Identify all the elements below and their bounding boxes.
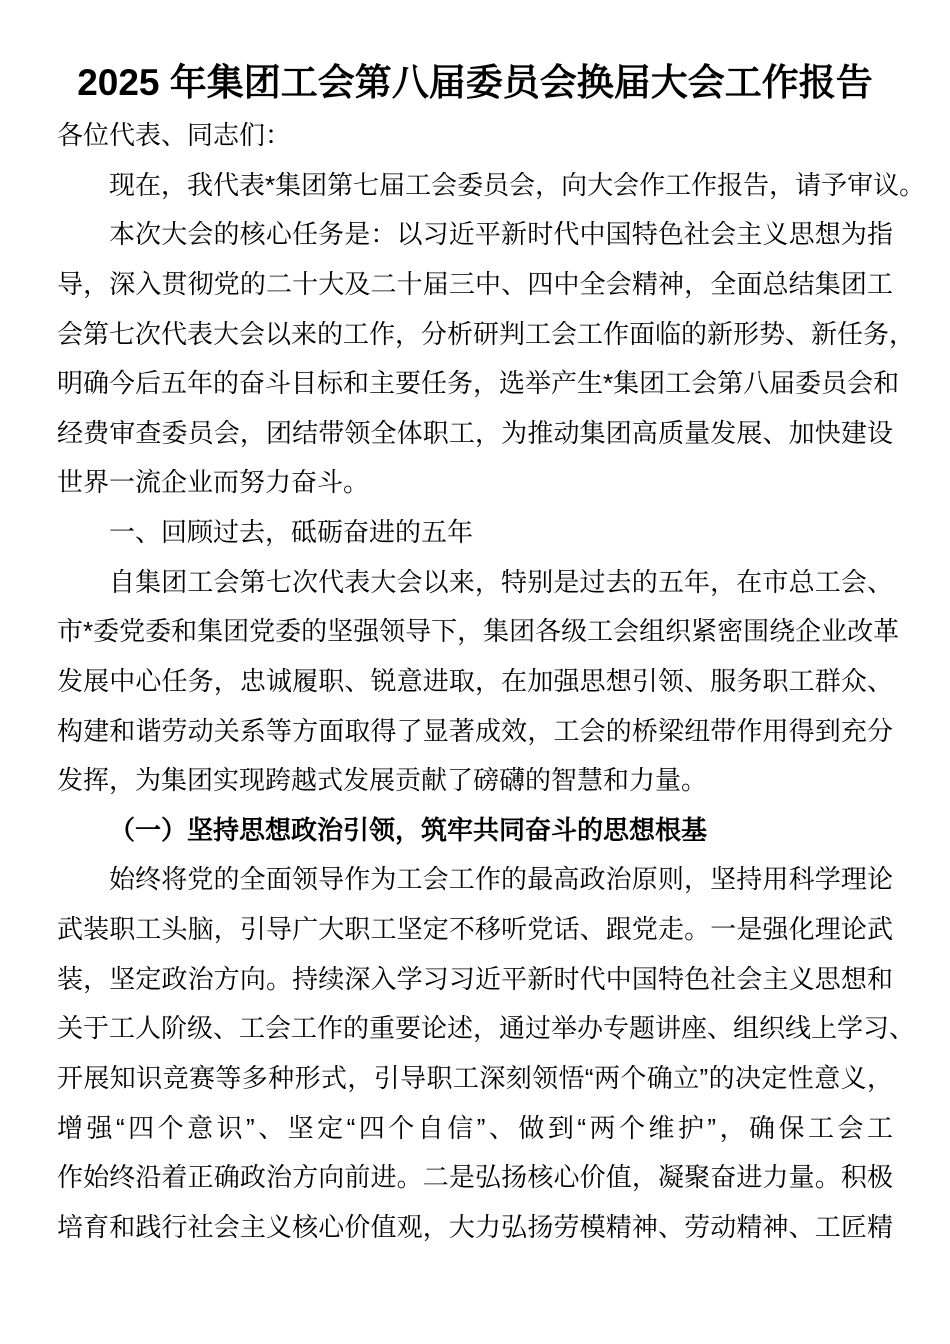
text-line: 一、回顾过去，砥砺奋进的五年 <box>109 517 474 547</box>
text-line: 自集团工会第七次代表大会以来，特别是过去的五年，在市总工会、 <box>109 566 893 597</box>
heading1 <box>57 508 893 558</box>
paragraph <box>57 558 900 806</box>
heading2 <box>57 806 893 856</box>
text-line: 本次大会的核心任务是：以习近平新时代中国特色社会主义思想为指 <box>109 219 893 250</box>
page-title: 2025 年集团工会第八届委员会换届大会工作报告 <box>77 62 873 103</box>
paragraph <box>57 161 926 211</box>
text-line: 培育和践行社会主义核心价值观，大力弘扬劳模精神、劳动精神、工匠精 <box>57 1211 893 1242</box>
text-line: 现在，我代表*集团第七届工会委员会，向大会作工作报告，请予审议。 <box>109 169 926 200</box>
text-line: 各位代表、同志们： <box>57 120 292 150</box>
text-line: 导，深入贯彻党的二十大及二十届三中、四中全会精神，全面总结集团工 <box>57 268 893 299</box>
text-line: 构建和谐劳动关系等方面取得了显著成效，工会的桥梁纽带作用得到充分 <box>57 715 893 746</box>
text-line: 武装职工头脑，引导广大职工坚定不移听党话、跟党走。一是强化理论武 <box>57 914 893 944</box>
text-line: 关于工人阶级、工会工作的重要论述，通过举办专题讲座、组织线上学习、 <box>57 1013 916 1044</box>
text-line: 世界一流企业而努力奋斗。 <box>57 467 370 498</box>
document-body <box>0 111 950 1252</box>
text-line: 经费审查委员会，团结带领全体职工，为推动集团高质量发展、加快建设 <box>57 417 893 448</box>
paragraph <box>57 210 916 508</box>
text-line: 增强“四个意识”、坚定“四个自信”、做到“两个维护”，确保工会工 <box>57 1112 893 1143</box>
text-line: 装，坚定政治方向。持续深入学习习近平新时代中国特色社会主义思想和 <box>57 963 893 994</box>
text-line: 作始终沿着正确政治方向前进。二是弘扬核心价值，凝聚奋进力量。积极 <box>57 1162 893 1193</box>
text-line: 开展知识竞赛等多种形式，引导职工深刻领悟“两个确立”的决定性意义， <box>57 1062 893 1093</box>
text-line: 始终将党的全面领导作为工会工作的最高政治原则，坚持用科学理论 <box>109 864 893 895</box>
paragraph <box>57 111 893 161</box>
text-line: 发挥，为集团实现跨越式发展贡献了磅礴的智慧和力量。 <box>57 765 708 796</box>
text-line: 会第七次代表大会以来的工作，分析研判工会工作面临的新形势、新任务， <box>57 318 916 349</box>
text-line: 市*委党委和集团党委的坚强领导下，集团各级工会组织紧密围绕企业改革 <box>57 616 900 647</box>
text-line: （一）坚持思想政治引领，筑牢共同奋斗的思想根基 <box>109 814 708 845</box>
text-line: 明确今后五年的奋斗目标和主要任务，选举产生*集团工会第八届委员会和 <box>57 368 900 399</box>
text-line: 发展中心任务，忠诚履职、锐意进取，在加强思想引领、服务职工群众、 <box>57 665 893 696</box>
paragraph <box>57 855 916 1252</box>
